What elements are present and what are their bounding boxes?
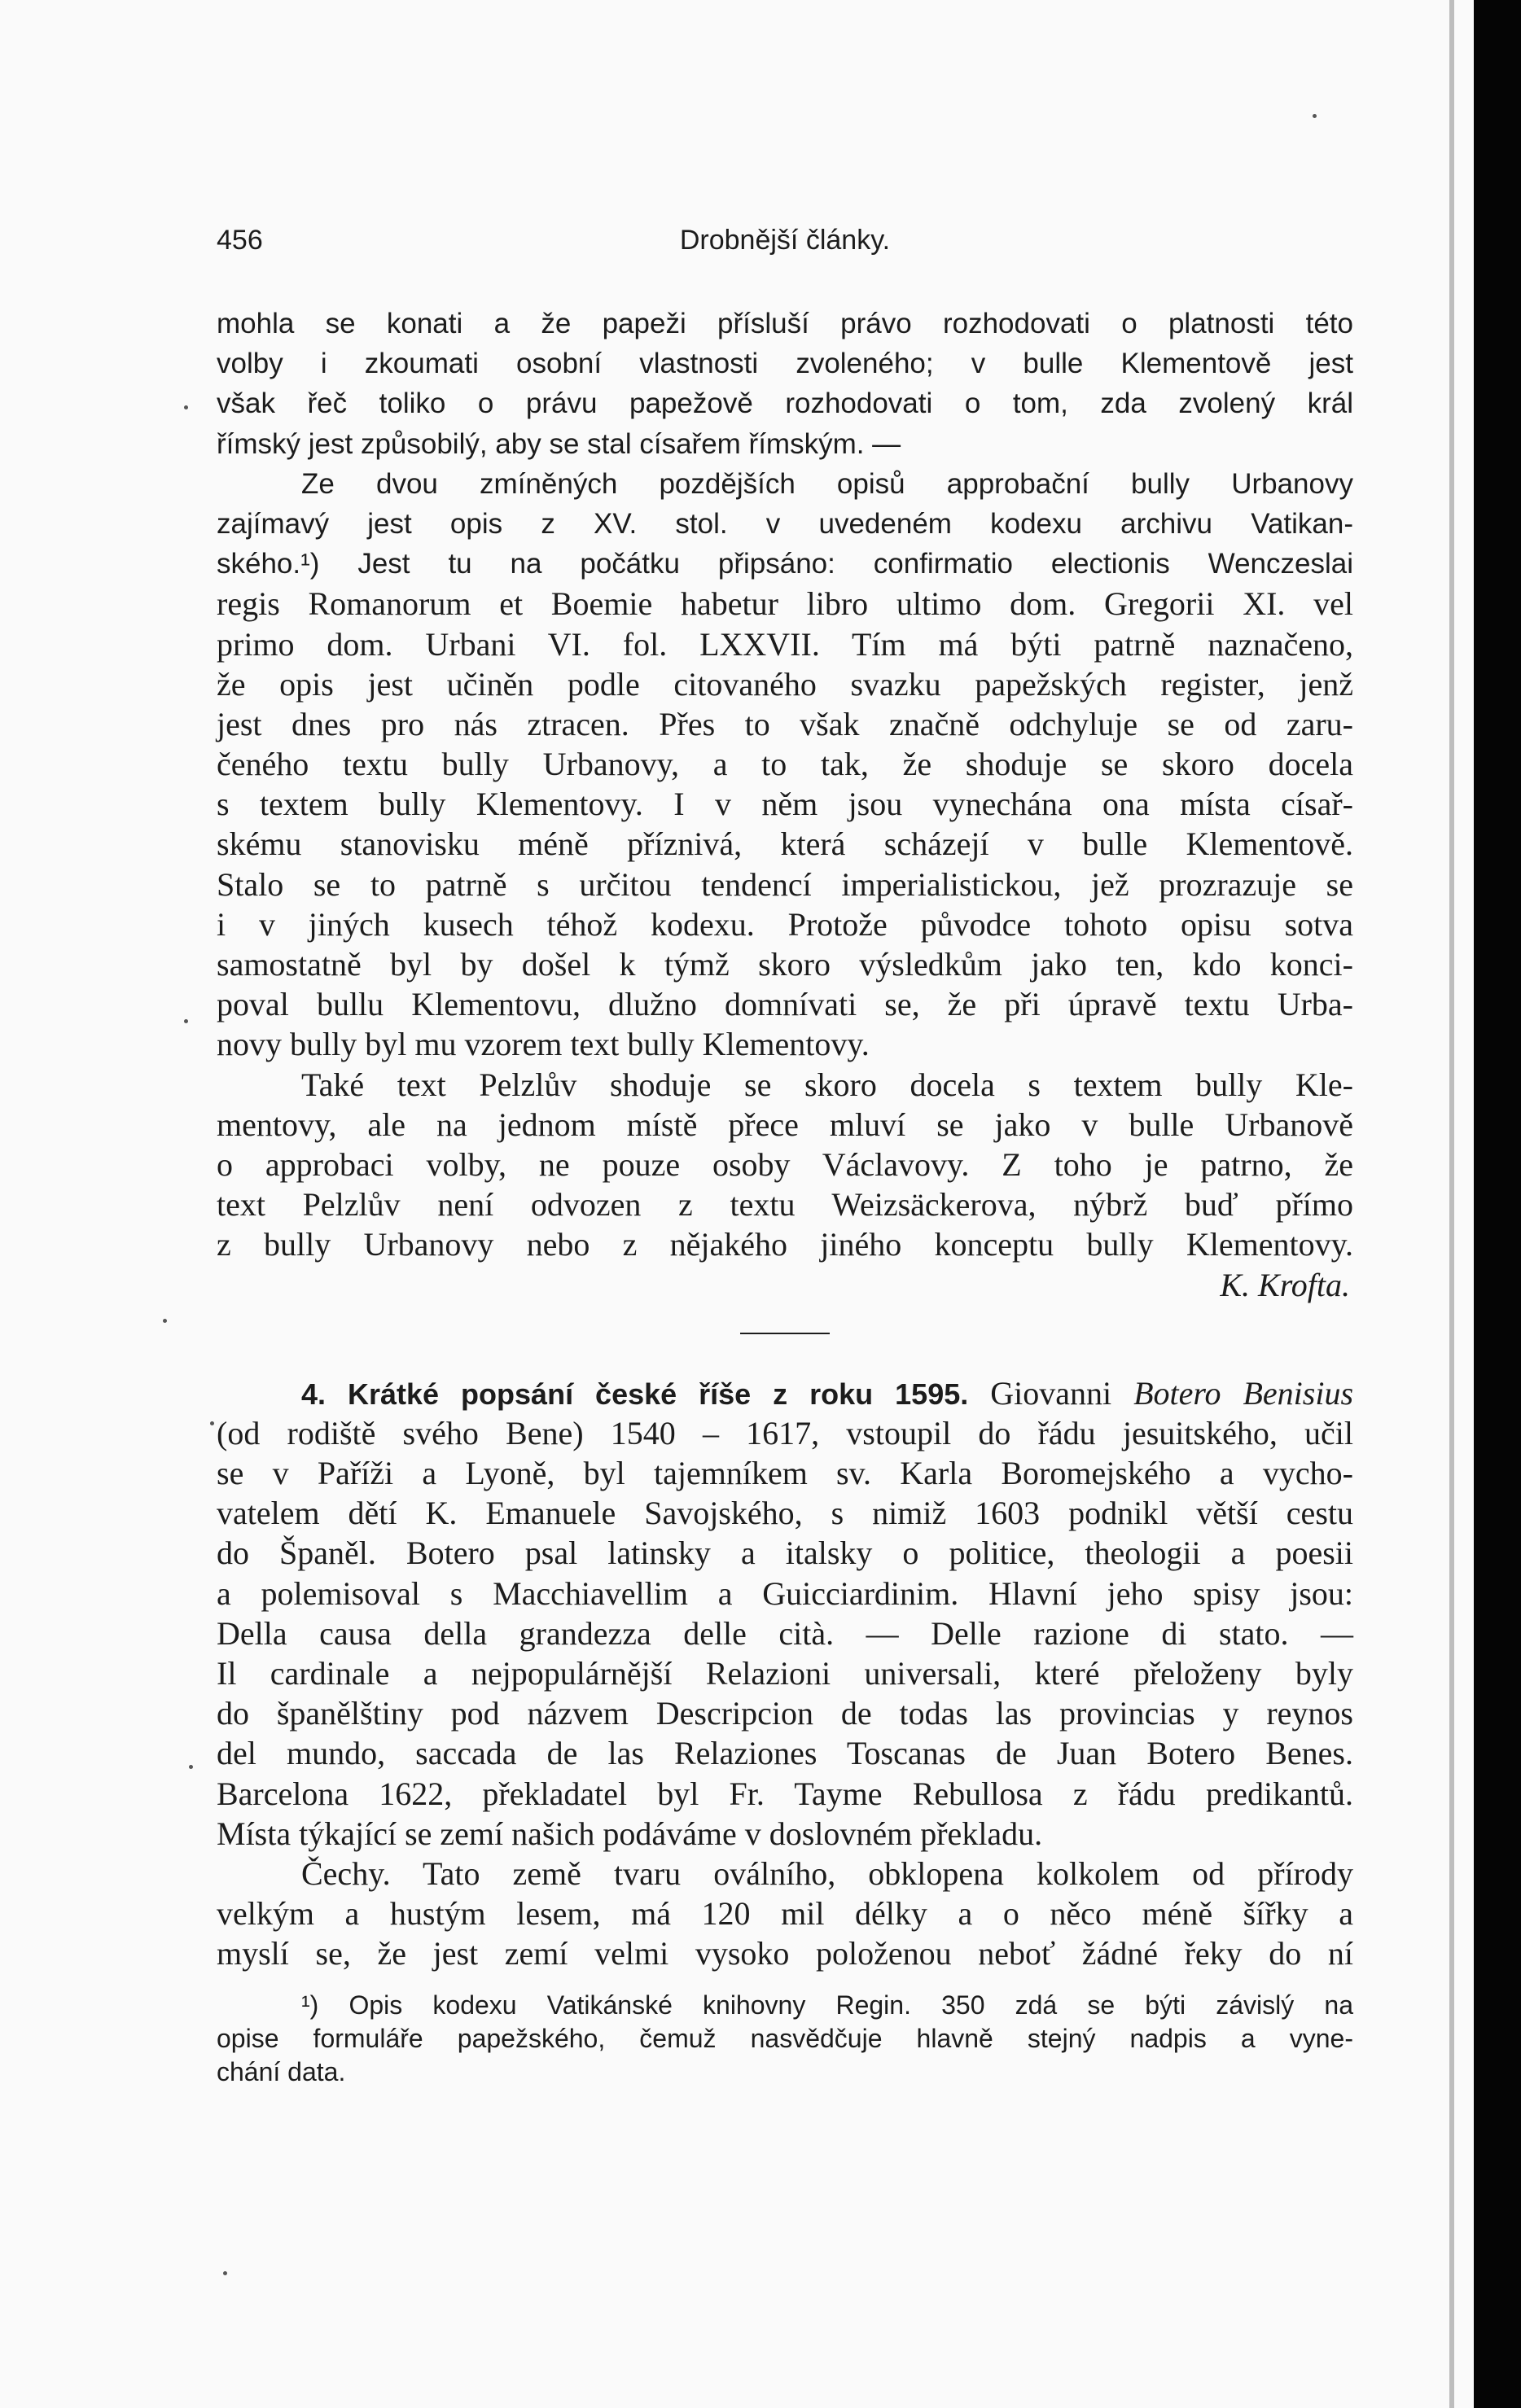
text-line: (od rodiště svého Bene) 1540 – 1617, vstoupil do řádu jesuitského, učil (217, 1414, 1353, 1451)
text-line: poval bullu Klementovu, dlužno domnívati se, že při úpravě textu Urba- (217, 986, 1353, 1023)
text-line: novy bully byl mu vzorem text bully Klementovy. (217, 1026, 870, 1063)
text-line: do španělštiny pod názvem Descripcion de todas las provincias y reynos (217, 1695, 1353, 1732)
scan-speck (210, 1421, 214, 1425)
scan-border (1474, 0, 1521, 2408)
text-line: z bully Urbanovy nebo z nějakého jiného konceptu bully Klementovy. (217, 1226, 1353, 1263)
text-line: o approbaci volby, ne pouze osoby Václavovy. Z toho je patrno, že (217, 1145, 1353, 1183)
author-signature: K. Krofta. (1220, 1266, 1350, 1303)
footnote-line: opise formuláře papežského, čemuž nasvědčuje hlavně stejný nadpis a vyne- (217, 2024, 1353, 2053)
text-line: Ze dvou zmíněných pozdějších opisů approbační bully Urbanovy (301, 467, 1353, 500)
text-line: Místa týkající se zemí našich podáváme v doslovném překladu. (217, 1815, 1043, 1852)
page-binding-edge (1449, 0, 1454, 2408)
scan-speck (184, 1019, 188, 1023)
text-line: primo dom. Urbani VI. fol. LXXVII. Tím má býti patrně naznačeno, (217, 625, 1353, 663)
page-number: 456 (217, 225, 263, 256)
text-line: a polemisoval s Macchiavellim a Guicciardinim. Hlavní jeho spisy jsou: (217, 1574, 1353, 1612)
text-line: Il cardinale a nejpopulárnější Relazioni universali, které přeloženy byly (217, 1655, 1353, 1692)
section-divider (740, 1333, 830, 1334)
article-body (217, 304, 1353, 1974)
scan-speck (1313, 114, 1317, 118)
text-line: velkým a hustým lesem, má 120 mil délky a o něco méně šířky a (217, 1895, 1353, 1933)
text-line: regis Romanorum et Boemie habetur libro ultimo dom. Gregorii XI. vel (217, 585, 1353, 623)
text-line: mentovy, ale na jednom místě přece mluví se jako v bulle Urbanově (217, 1105, 1353, 1143)
scan-speck (189, 1765, 193, 1769)
section-title: Krátké popsání české říše z roku 1595. (348, 1377, 969, 1411)
text-line: čeného textu bully Urbanovy, a to tak, že shoduje se skoro docela (217, 746, 1353, 783)
footnotes (217, 1989, 1353, 2089)
text-line: volby i zkoumati osobní vlastnosti zvoleného; v bulle Klementově jest (217, 348, 1353, 380)
text-line: že opis jest učiněn podle citovaného svazku papežských register, jenž (217, 665, 1353, 703)
text-line: se v Paříži a Lyoně, byl tajemníkem sv. Karla Boromejského a vycho- (217, 1455, 1353, 1492)
text-line: i v jiných kusech téhož kodexu. Protože původce tohoto opisu sotva (217, 905, 1353, 943)
text-line: však řeč toliko o právu papežově rozhodovati o tom, zda zvolený král (217, 387, 1353, 420)
text-line: s textem bully Klementovy. I v něm jsou vynechána ona místa císař- (217, 786, 1353, 823)
text-line: skému stanovisku méně příznivá, která scházejí v bulle Klementově. (217, 825, 1353, 863)
text-line: myslí se, že jest zemí velmi vysoko položenou neboť žádné řeky do ní (217, 1935, 1353, 1972)
text-line: samostatně byl by došel k týmž skoro výsledkům jako ten, kdo konci- (217, 946, 1353, 983)
text-line: Stalo se to patrně s určitou tendencí imperialistickou, jež prozrazuje se (217, 865, 1353, 903)
heading-tail: Giovanni (990, 1374, 1112, 1412)
text-line: do Španěl. Botero psal latinsky a italsky o politice, theologii a poesii (217, 1535, 1353, 1572)
text-line: ského.¹) Jest tu na počátku připsáno: confirmatio electionis Wenczeslai (217, 548, 1353, 580)
text-line: Della causa della grandezza delle cità. — Delle razione di stato. — (217, 1614, 1353, 1652)
footnote-line: ¹) Opis kodexu Vatikánské knihovny Regin. 350 zdá se býti závislý na (301, 1990, 1353, 2020)
scan-speck (223, 2271, 227, 2275)
running-title: Drobnější články. (679, 225, 891, 256)
footnote-line: chání data. (217, 2057, 346, 2086)
heading-tail-italic: Botero Benisius (1133, 1374, 1354, 1412)
text-line: Čechy. Tato země tvaru oválního, obklopena kolkolem od přírody (301, 1854, 1353, 1892)
text-line: del mundo, saccada de las Relaziones Toscanas de Juan Botero Benes. (217, 1735, 1353, 1772)
text-line: jest dnes pro nás ztracen. Přes to však značně odchyluje se od zaru- (217, 705, 1353, 742)
text-line: vatelem dětí K. Emanuele Savojského, s nimiž 1603 podnikl větší cestu (217, 1495, 1353, 1532)
text-line: Také text Pelzlův shoduje se skoro docela s textem bully Kle- (301, 1066, 1353, 1103)
text-line: text Pelzlův není odvozen z textu Weizsäckerova, nýbrž buď přímo (217, 1186, 1353, 1224)
scan-speck (163, 1319, 167, 1323)
text-line: mohla se konati a že papeži přísluší právo rozhodovati o platnosti této (217, 308, 1353, 339)
scan-speck (184, 405, 188, 409)
text-line: zajímavý jest opis z XV. stol. v uvedeném kodexu archivu Vatikan- (217, 507, 1353, 540)
page-header (217, 225, 1353, 265)
text-line: Barcelona 1622, překladatel byl Fr. Tayme Rebullosa z řádu predikantů. (217, 1775, 1353, 1812)
section-number: 4. (301, 1377, 327, 1411)
section-heading (217, 1373, 1353, 1413)
text-line: římský jest způsobilý, aby se stal císařem římským. — (217, 427, 901, 460)
